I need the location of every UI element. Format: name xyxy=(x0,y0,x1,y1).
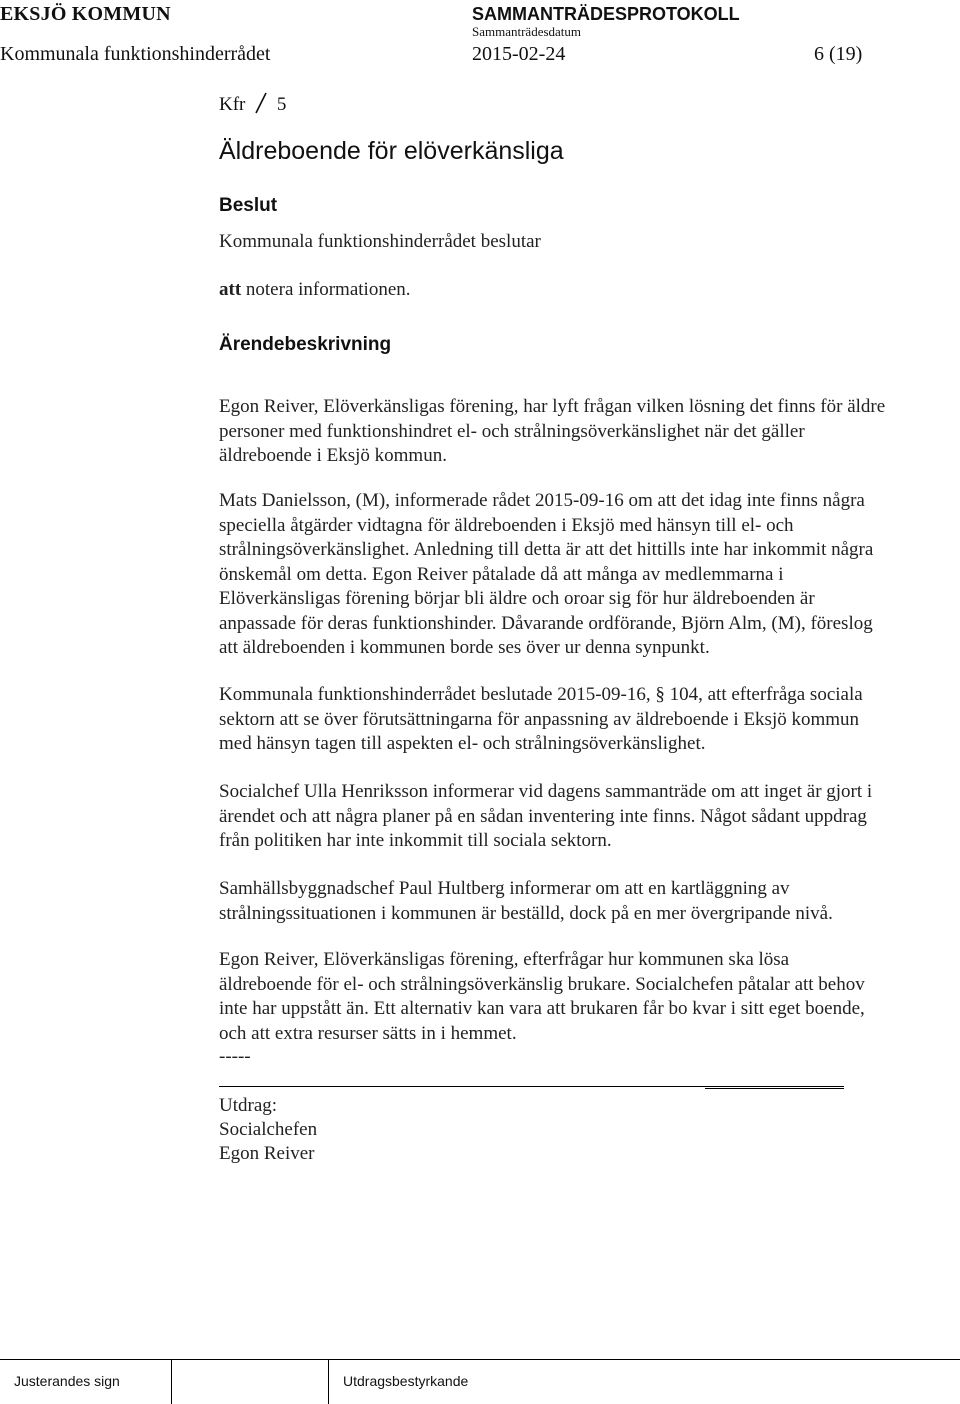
date-caption: Sammanträdesdatum xyxy=(472,24,582,39)
decision-heading: Beslut xyxy=(219,195,278,216)
description-paragraph-5 xyxy=(219,877,949,926)
paragraph-line: Samhällsbyggnadschef Paul Hultberg informerar om att en kartläggning av xyxy=(219,878,790,899)
separator-line-short xyxy=(705,1088,844,1089)
paragraph-line: strålningssituationen i kommunen är beställd, dock på en mer övergripande nivå. xyxy=(219,902,833,924)
paragraph-line: personer med funktionshindret el- och strålningsöverkänslighet när det gäller xyxy=(219,420,805,442)
description-paragraph-4 xyxy=(219,780,949,854)
paragraph-line: Egon Reiver, Elöverkänsligas förening, har lyft frågan vilken lösning det finns för äldre xyxy=(219,396,886,417)
paragraph-line: Egon Reiver, Elöverkänsligas förening, efterfrågar hur kommunen ska lösa xyxy=(219,949,790,970)
paragraph-line: äldreboende för el- och strålningsöverkänslig brukare. Socialchefen påtalar att behov xyxy=(219,973,865,995)
item-ref-prefix: Kfr xyxy=(219,94,246,115)
paragraph-line: äldreboende i Eksjö kommun. xyxy=(219,445,447,466)
page-number: 6 (19) xyxy=(814,43,863,65)
footer-divider xyxy=(171,1359,172,1404)
footer-sign-label: Justerandes sign xyxy=(14,1373,120,1389)
footer-certified-label: Utdragsbestyrkande xyxy=(343,1373,469,1389)
paragraph-line: att äldreboenden i kommunen borde ses över ur denna synpunkt. xyxy=(219,637,710,658)
paragraph-line: strålningsöverkänslighet. Anledning till detta är att det hittills inte har inkommit några xyxy=(219,539,874,560)
paragraph-line: och att extra resurser sätts in i hemmet. xyxy=(219,1022,517,1044)
description-paragraph-6 xyxy=(219,948,949,1046)
item-reference xyxy=(219,91,286,116)
paragraph-line: anpassade för deras funktionshinder. Dåvarande ordförande, Björn Alm, (M), föreslog xyxy=(219,612,873,634)
section-icon xyxy=(254,91,268,113)
description-paragraph-1 xyxy=(219,395,949,469)
paragraph-line: Elöverkänsligas förening börjar bli äldre och oroar sig för hur äldreboenden är xyxy=(219,588,815,609)
separator-line xyxy=(219,1086,844,1087)
paragraph-line: Mats Danielsson, (M), informerade rådet 2015-09-16 om att det idag inte finns några xyxy=(219,490,865,511)
paragraph-line: önskemål om detta. Egon Reiver påtalade då att många av medlemmarna i xyxy=(219,563,784,585)
paragraph-line: Kommunala funktionshinderrådet beslutade 2015-09-16, § 104, att efterfråga sociala xyxy=(219,684,863,705)
decision-att: att xyxy=(219,279,242,300)
description-paragraph-2 xyxy=(219,489,949,661)
decision-att-line xyxy=(219,278,411,303)
extract-label: Utdrag: xyxy=(219,1095,278,1116)
paragraph-line: ärendet och att några planer på en sådan inventering inte finns. Något sådant uppdrag xyxy=(219,805,867,827)
paragraph-line: inte har uppstått än. Ett alternativ kan vara att brukaren får bo kvar i sitt eget boende, xyxy=(219,998,865,1019)
document-type: SAMMANTRÄDESPROTOKOLL xyxy=(472,4,740,24)
end-dashes: ----- xyxy=(219,1046,251,1067)
decision-clause: notera informationen. xyxy=(245,279,411,300)
extract-recipient: Egon Reiver xyxy=(219,1143,315,1164)
paragraph-line: sektorn att se över förutsättningarna för anpassning av äldreboende i Eksjö kommun xyxy=(219,708,860,730)
extract-recipient: Socialchefen xyxy=(219,1119,318,1140)
item-ref-number: 5 xyxy=(276,94,287,115)
decision-text: Kommunala funktionshinderrådet beslutar xyxy=(219,231,541,252)
footer-divider xyxy=(328,1359,329,1404)
description-paragraph-3 xyxy=(219,683,949,757)
footer-top-line xyxy=(0,1359,960,1360)
council-name: Kommunala funktionshinderrådet xyxy=(0,43,271,65)
item-title: Äldreboende för elöverkänsliga xyxy=(219,137,564,165)
meeting-date: 2015-02-24 xyxy=(472,43,566,65)
paragraph-line: från politiken har inte inkommit till sociala sektorn. xyxy=(219,830,612,851)
description-heading: Ärendebeskrivning xyxy=(219,334,392,355)
paragraph-line: Socialchef Ulla Henriksson informerar vid dagens sammanträde om att inget är gjort i xyxy=(219,781,873,802)
paragraph-line: speciella åtgärder vidtagna för äldreboenden i Eksjö med hänsyn till el- och xyxy=(219,514,794,536)
municipality-name: EKSJÖ KOMMUN xyxy=(0,3,171,25)
paragraph-line: med hänsyn tagen till aspekten el- och strålningsöverkänslighet. xyxy=(219,733,706,754)
